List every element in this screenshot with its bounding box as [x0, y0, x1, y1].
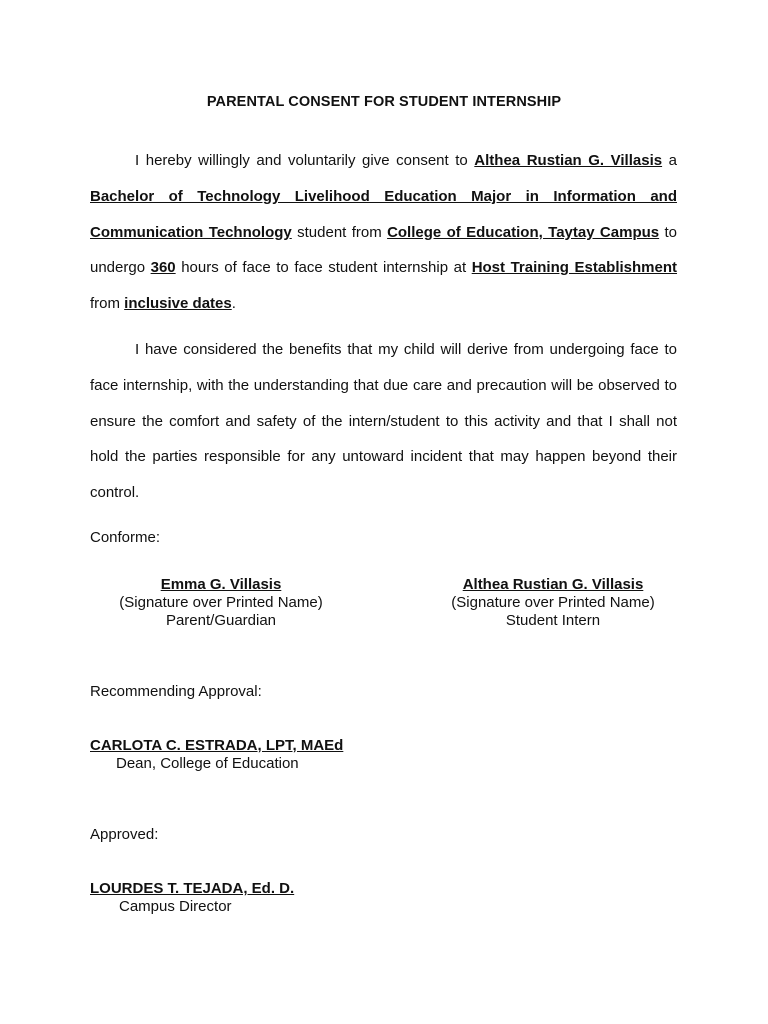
- approved-label: Approved:: [90, 826, 159, 843]
- director-role: Campus Director: [119, 898, 232, 915]
- parent-name: Emma G. Villasis: [160, 576, 282, 593]
- recommending-approval-label: Recommending Approval:: [90, 683, 262, 700]
- host-field: Host Training Establishment: [471, 259, 678, 277]
- student-role: Student Intern: [505, 612, 601, 629]
- consent-text-2: a: [662, 152, 677, 169]
- consent-text-7: .: [231, 295, 236, 313]
- consent-text-1: I hereby willingly and voluntarily give consent to: [135, 152, 475, 169]
- dates-field: inclusive dates: [124, 295, 232, 313]
- dean-block: [90, 737, 343, 773]
- program-field: Bachelor of Technology Livelihood Education Major in Information and Communication Technology: [90, 187, 677, 241]
- director-name: LOURDES T. TEJADA, Ed. D.: [90, 880, 295, 897]
- consent-text-3: student from: [291, 223, 388, 241]
- dean-name: CARLOTA C. ESTRADA, LPT, MAEd: [90, 737, 344, 754]
- document-title: PARENTAL CONSENT FOR STUDENT INTERNSHIP: [206, 94, 562, 110]
- director-block: [90, 880, 294, 916]
- student-signature-block: [442, 576, 664, 630]
- consent-paragraph: [90, 143, 677, 322]
- student-signature-caption: (Signature over Printed Name): [451, 594, 655, 611]
- parent-signature-block: [110, 576, 332, 630]
- consent-text-5: hours of face to face student internship at: [175, 259, 472, 277]
- parent-signature-caption: (Signature over Printed Name): [119, 594, 323, 611]
- college-field: College of Education, Taytay Campus: [387, 223, 660, 241]
- hours-field: 360: [150, 259, 176, 277]
- dean-role: Dean, College of Education: [116, 755, 299, 772]
- conforme-label: Conforme:: [90, 529, 161, 546]
- student-name-field: Althea Rustian G. Villasis: [474, 152, 663, 169]
- student-name: Althea Rustian G. Villasis: [462, 576, 644, 593]
- benefits-paragraph: I have considered the benefits that my child will derive from undergoing face to face internship, with the understanding that due care and precaution will be observed to ensure the comfort and safety of the intern/student to this activity and that I shall not hold the parties responsible for any untoward incident that may happen beyond their control.: [90, 341, 677, 502]
- consent-text-4: to undergo: [90, 223, 677, 277]
- parent-role: Parent/Guardian: [165, 612, 277, 629]
- consent-text-6: from: [90, 295, 125, 313]
